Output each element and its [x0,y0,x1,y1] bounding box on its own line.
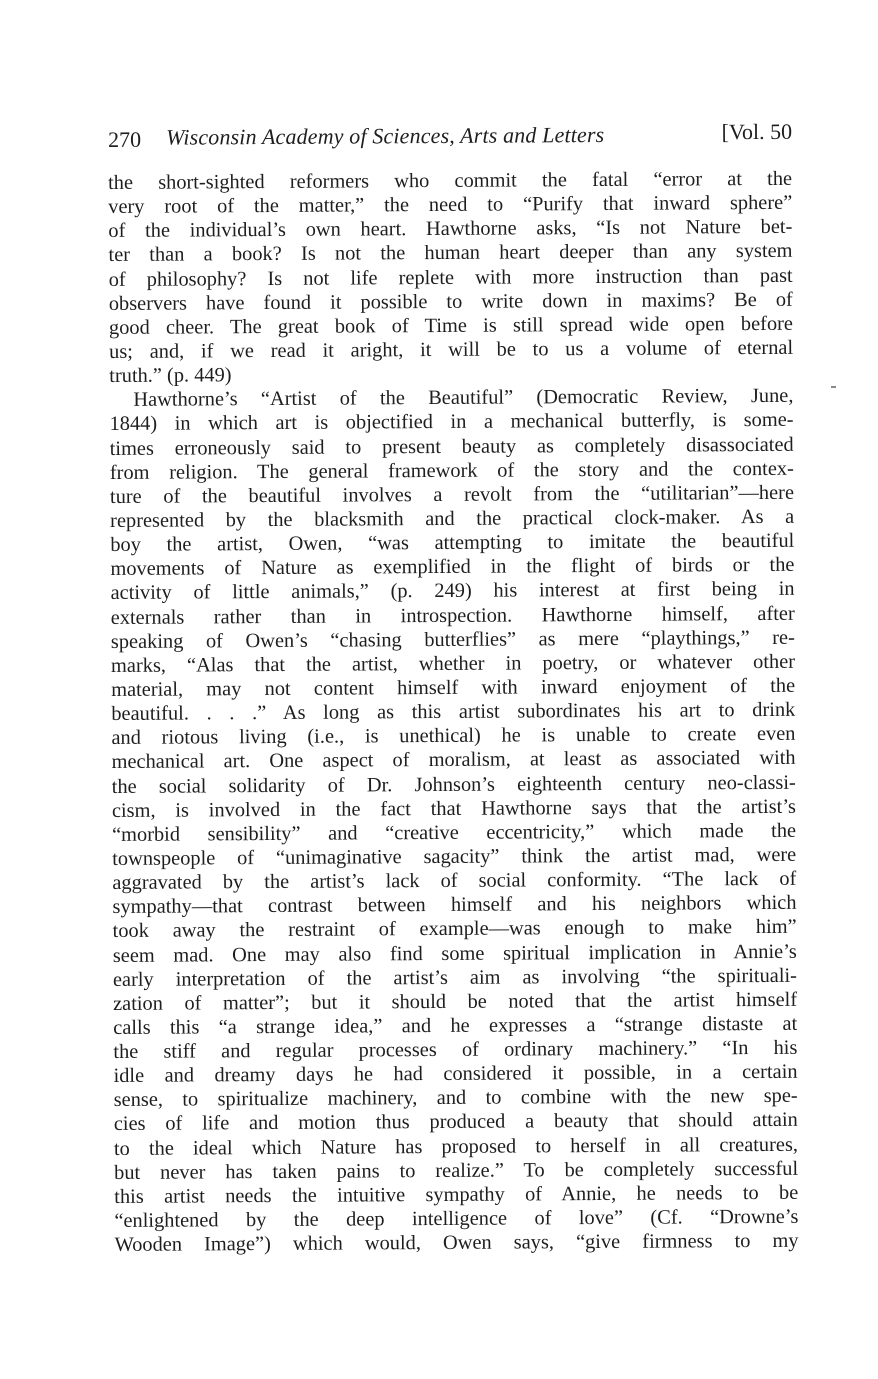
scan-speck [831,386,836,388]
text-line: to the ideal which Nature has proposed to herself in all creatures, [113,1133,799,1160]
text-line: the stiff and regular processes of ordinary machinery.” “In his [113,1036,798,1064]
text-line: material, may not content himself with inward enjoyment of the [111,674,796,701]
text-line: sense, to spiritualize machinery, and to combine with the new spe- [113,1085,798,1112]
text-line: good cheer. The great book of Time is still spread wide open before [108,312,794,339]
text-line: 1844) in which art is objectified in a mechanical butterfly, is some- [109,409,794,436]
text-line: aggravated by the artist’s lack of social conformity. “The lack of [112,867,797,895]
text-line: ter than a book? Is not the human heart deeper than any system [108,240,793,267]
text-line: townspeople of “unimaginative sagacity” think the artist mad, were [112,843,797,870]
text-line: speaking of Owen’s “chasing butterflies” as mere “playthings,” re- [110,626,795,653]
text-line: seem mad. One may also find some spiritual implication in Annie’s [112,940,797,967]
text-line: cies of life and motion thus produced a beauty that should attain [113,1109,798,1136]
text-line: us; and, if we read it aright, it will be to us a volume of eternal [109,336,794,363]
body-text [108,167,799,1257]
text-line: calls this “a strange idea,” and he expresses a “strange distaste at [113,1012,798,1039]
text-line: very root of the matter,” the need to “Purify that inward sphere” [108,191,793,219]
text-line: ture of the beautiful involves a revolt from the “utilitarian”—here [109,481,795,508]
text-line: this artist needs the intuitive sympathy of Annie, he needs to be [114,1181,799,1208]
journal-title: Wisconsin Academy of Sciences, Arts and Letters [166,121,605,150]
text-line: of the individual’s own heart. Hawthorne asks, “Is not Nature bet- [108,216,793,243]
text-line: times erroneously said to present beauty as completely disassociated [109,433,794,460]
text-line: mechanical art. One aspect of moralism, at least as associated with [111,747,796,774]
text-line: Hawthorne’s “Artist of the Beautiful” (Democratic Review, June, [133,385,794,412]
text-line: “enlightened by the deep intelligence of love” (Cf. “Drowne’s [114,1205,799,1233]
text-line: early interpretation of the artist’s aim as involving “the spirituali- [112,964,797,991]
text-line: the short-sighted reformers who commit the fatal “error at the [108,167,793,194]
text-line: zation of matter”; but it should be noted that the artist himself [113,988,798,1015]
text-line: from religion. The general framework of the story and the contex- [109,457,794,484]
text-line: marks, “Alas that the artist, whether in poetry, or whatever other [110,650,796,677]
running-header [108,117,792,151]
text-line: the social solidarity of Dr. Johnson’s eighteenth century neo-classi- [111,771,796,798]
volume-label: [Vol. 50 [721,118,793,145]
text-line: sympathy—that contrast between himself and his neighbors which [112,892,797,919]
text-line: boy the artist, Owen, “was attempting to imitate the beautiful [110,529,795,557]
text-line: of philosophy? Is not life replete with more instruction than past [108,264,793,291]
page-number: 270 [108,126,142,152]
text-line: idle and dreamy days he had considered it possible, in a certain [113,1061,798,1088]
text-line: movements of Nature as exemplified in the flight of birds or the [110,554,795,581]
text-line: beautiful. . . .” As long as this artist subordinates his art to drink [111,698,796,726]
text-line: took away the restraint of example—was enough to make him” [112,916,797,943]
text-line: but never has taken pains to realize.” To be completely successful [114,1157,799,1184]
text-line: “morbid sensibility” and “creative eccentricity,” which made the [111,819,797,846]
text-line: cism, is involved in the fact that Hawthorne says that the artist’s [111,795,796,822]
text-line: activity of little animals,” (p. 249) his interest at first being in [110,578,795,605]
text-line: observers have found it possible to write down in maxims? Be of [108,288,793,315]
text-line: externals rather than in introspection. Hawthorne himself, after [110,602,795,629]
text-line: Wooden Image”) which would, Owen says, “give firmness to my [114,1229,799,1257]
text-line: truth.” (p. 449) [109,364,232,388]
text-line: and riotous living (i.e., is unethical) he is unable to create even [111,723,796,750]
text-line: represented by the blacksmith and the practical clock-maker. As a [110,505,795,532]
